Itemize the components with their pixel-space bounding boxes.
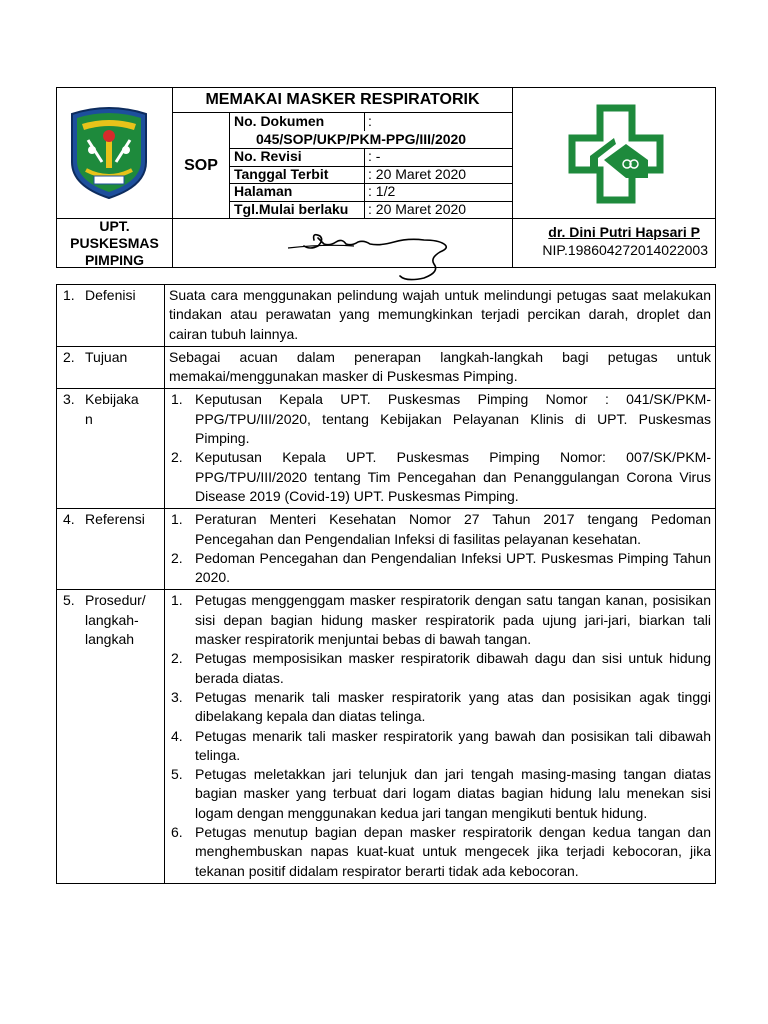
section-title: Tujuan — [85, 348, 128, 365]
table-row-purpose — [57, 346, 716, 389]
section-text: Suata cara menggunakan pelindung wajah untuk melindungi petugas saat melakukan tindakan atau perawatan yang memungkinkan terjadi percikan darah, droplet dan cairan tubuh lainnya. — [165, 285, 716, 347]
item-text: Peraturan Menteri Kesehatan Nomor 27 Tahun 2017 tengang Pedoman Pencegahan dan Pengendalian Infeksi di fasilitas pelayanan kesehatan. — [195, 511, 711, 547]
item-text: Petugas meletakkan jari telunjuk dan jari tengah masing-masing tangan diatas bagian masker yang terbuat dari logam diatas bagian hidung lalu menekan sisi logam dengan menggunakan kedua jari tangan mengikuti bentuk hidung. — [195, 766, 711, 821]
organization-line1: UPT. PUSKESMAS — [70, 218, 159, 251]
table-row-policy — [57, 389, 716, 509]
info-value: : 20 Maret 2020 — [368, 200, 467, 217]
item-text: Petugas menarik tali masker respiratorik yang atas dan posisikan agak tinggi dibelakang kepala dan diatas telinga. — [195, 688, 711, 725]
section-title: Referensi — [85, 511, 145, 528]
info-value: : - — [368, 148, 381, 164]
regency-logo — [64, 104, 154, 200]
section-title: Defenisi — [85, 287, 136, 303]
section-number: 5. — [63, 592, 75, 609]
list-item — [169, 649, 711, 688]
item-text: Petugas memposisikan masker respiratorik dibawah dagu dan sisi untuk hidung berada diatas. — [195, 650, 711, 686]
table-row-procedure — [57, 590, 716, 883]
list-item — [169, 549, 711, 588]
info-label: No. Dokumen — [234, 113, 325, 129]
signer-nip: NIP.198604272014022003 — [542, 242, 708, 258]
item-text: Petugas menggenggam masker respiratorik dengan satu tangan kanan, posisikan sisi depan bagian hidung masker respiratorik pada ujung jari-jari, biarkan tali masker respiratorik menjuntai bebas di bawah tangan. — [195, 592, 711, 648]
list-item — [169, 823, 711, 881]
section-number: 2. — [63, 348, 75, 365]
info-row-doc-code — [230, 131, 512, 150]
info-value-doc-code: 045/SOP/UKP/PKM-PPG/III/2020 — [256, 131, 470, 148]
signature — [284, 222, 454, 284]
puskesmas-logo — [568, 104, 664, 204]
info-row-revision — [230, 148, 512, 167]
signer-name: dr. Dini Putri Hapsari P — [548, 224, 700, 240]
page-title: MEMAKAI MASKER RESPIRATORIK — [205, 91, 480, 108]
info-value: : — [368, 113, 372, 129]
list-item — [169, 727, 711, 766]
list-item — [169, 765, 711, 823]
list-item — [169, 591, 711, 649]
info-value: : 20 Maret 2020 — [368, 165, 467, 182]
section-items — [165, 389, 716, 509]
item-text: Keputusan Kepala UPT. Puskesmas Pimping Nomor : 041/SK/PKM-PPG/TPU/III/2020, tentang Kebijakan Pelayanan Klinis di UPT. Puskesmas Pimping. — [195, 391, 711, 447]
list-item — [169, 510, 711, 549]
info-row-effective-date — [230, 201, 512, 219]
document-info — [230, 113, 512, 218]
section-label — [57, 285, 165, 347]
item-number: 2. — [171, 549, 183, 566]
section-items — [165, 590, 716, 883]
section-text: Sebagai acuan dalam penerapan langkah-langkah bagi petugas untuk memakai/menggunakan masker di Puskesmas Pimping. — [165, 346, 716, 389]
table-row-definition — [57, 285, 716, 347]
sop-table — [56, 284, 716, 884]
item-number: 2. — [171, 650, 183, 667]
section-title: Prosedur/ langkah-langkah — [85, 592, 146, 648]
item-number: 3. — [171, 688, 183, 705]
list-item — [169, 390, 711, 448]
item-text: Pedoman Pencegahan dan Pengendalian Infeksi UPT. Puskesmas Pimping Tahun 2020. — [195, 549, 711, 586]
info-value: : 1/2 — [368, 183, 396, 199]
section-label — [57, 346, 165, 389]
item-text: Keputusan Kepala UPT. Puskesmas Pimping Nomor: 007/SK/PKM-PPG/TPU/III/2020 tentang Tim Pencegahan dan Penanggulangan Corona Virus Disease 2019 (Covid-19) UPT. Puskesmas Pimping. — [195, 449, 711, 504]
section-number: 3. — [63, 391, 75, 408]
list-item — [169, 688, 711, 727]
item-number: 2. — [171, 449, 183, 466]
item-number: 1. — [171, 391, 183, 408]
info-label: No. Revisi — [234, 148, 302, 164]
organization-name — [57, 219, 172, 268]
divider — [512, 87, 513, 268]
section-label — [57, 389, 165, 509]
section-label — [57, 509, 165, 590]
info-row-issue-date — [230, 166, 512, 185]
info-row-page — [230, 183, 512, 202]
item-text: Petugas menutup bagian depan masker respiratorik dengan kedua tangan dan menghembuskan napas kuat-kuat untuk mengecek jika terjadi kebocoran, jika tekanan positif didalam respirator berarti tidak ada kebocoran. — [195, 824, 711, 879]
info-label: Tgl.Mulai berlaku — [234, 200, 349, 217]
section-title: Kebijaka n — [85, 391, 139, 427]
section-number: 4. — [63, 511, 75, 528]
item-number: 1. — [171, 592, 183, 609]
item-text: Petugas menarik tali masker respiratorik yang bawah dan posisikan tali dibawah telinga. — [195, 727, 711, 763]
info-label: Halaman — [234, 183, 293, 199]
info-row-doc-number — [230, 113, 512, 131]
section-number: 1. — [63, 287, 75, 303]
item-number: 6. — [171, 824, 183, 841]
info-label: Tanggal Terbit — [234, 165, 329, 182]
item-number: 5. — [171, 766, 183, 783]
organization-line2: PIMPING — [84, 252, 145, 268]
item-number: 4. — [171, 727, 183, 744]
table-row-reference — [57, 509, 716, 590]
sop-label: SOP — [184, 156, 218, 174]
section-items — [165, 509, 716, 590]
item-number: 1. — [171, 511, 183, 528]
section-label — [57, 590, 165, 883]
list-item — [169, 448, 711, 506]
